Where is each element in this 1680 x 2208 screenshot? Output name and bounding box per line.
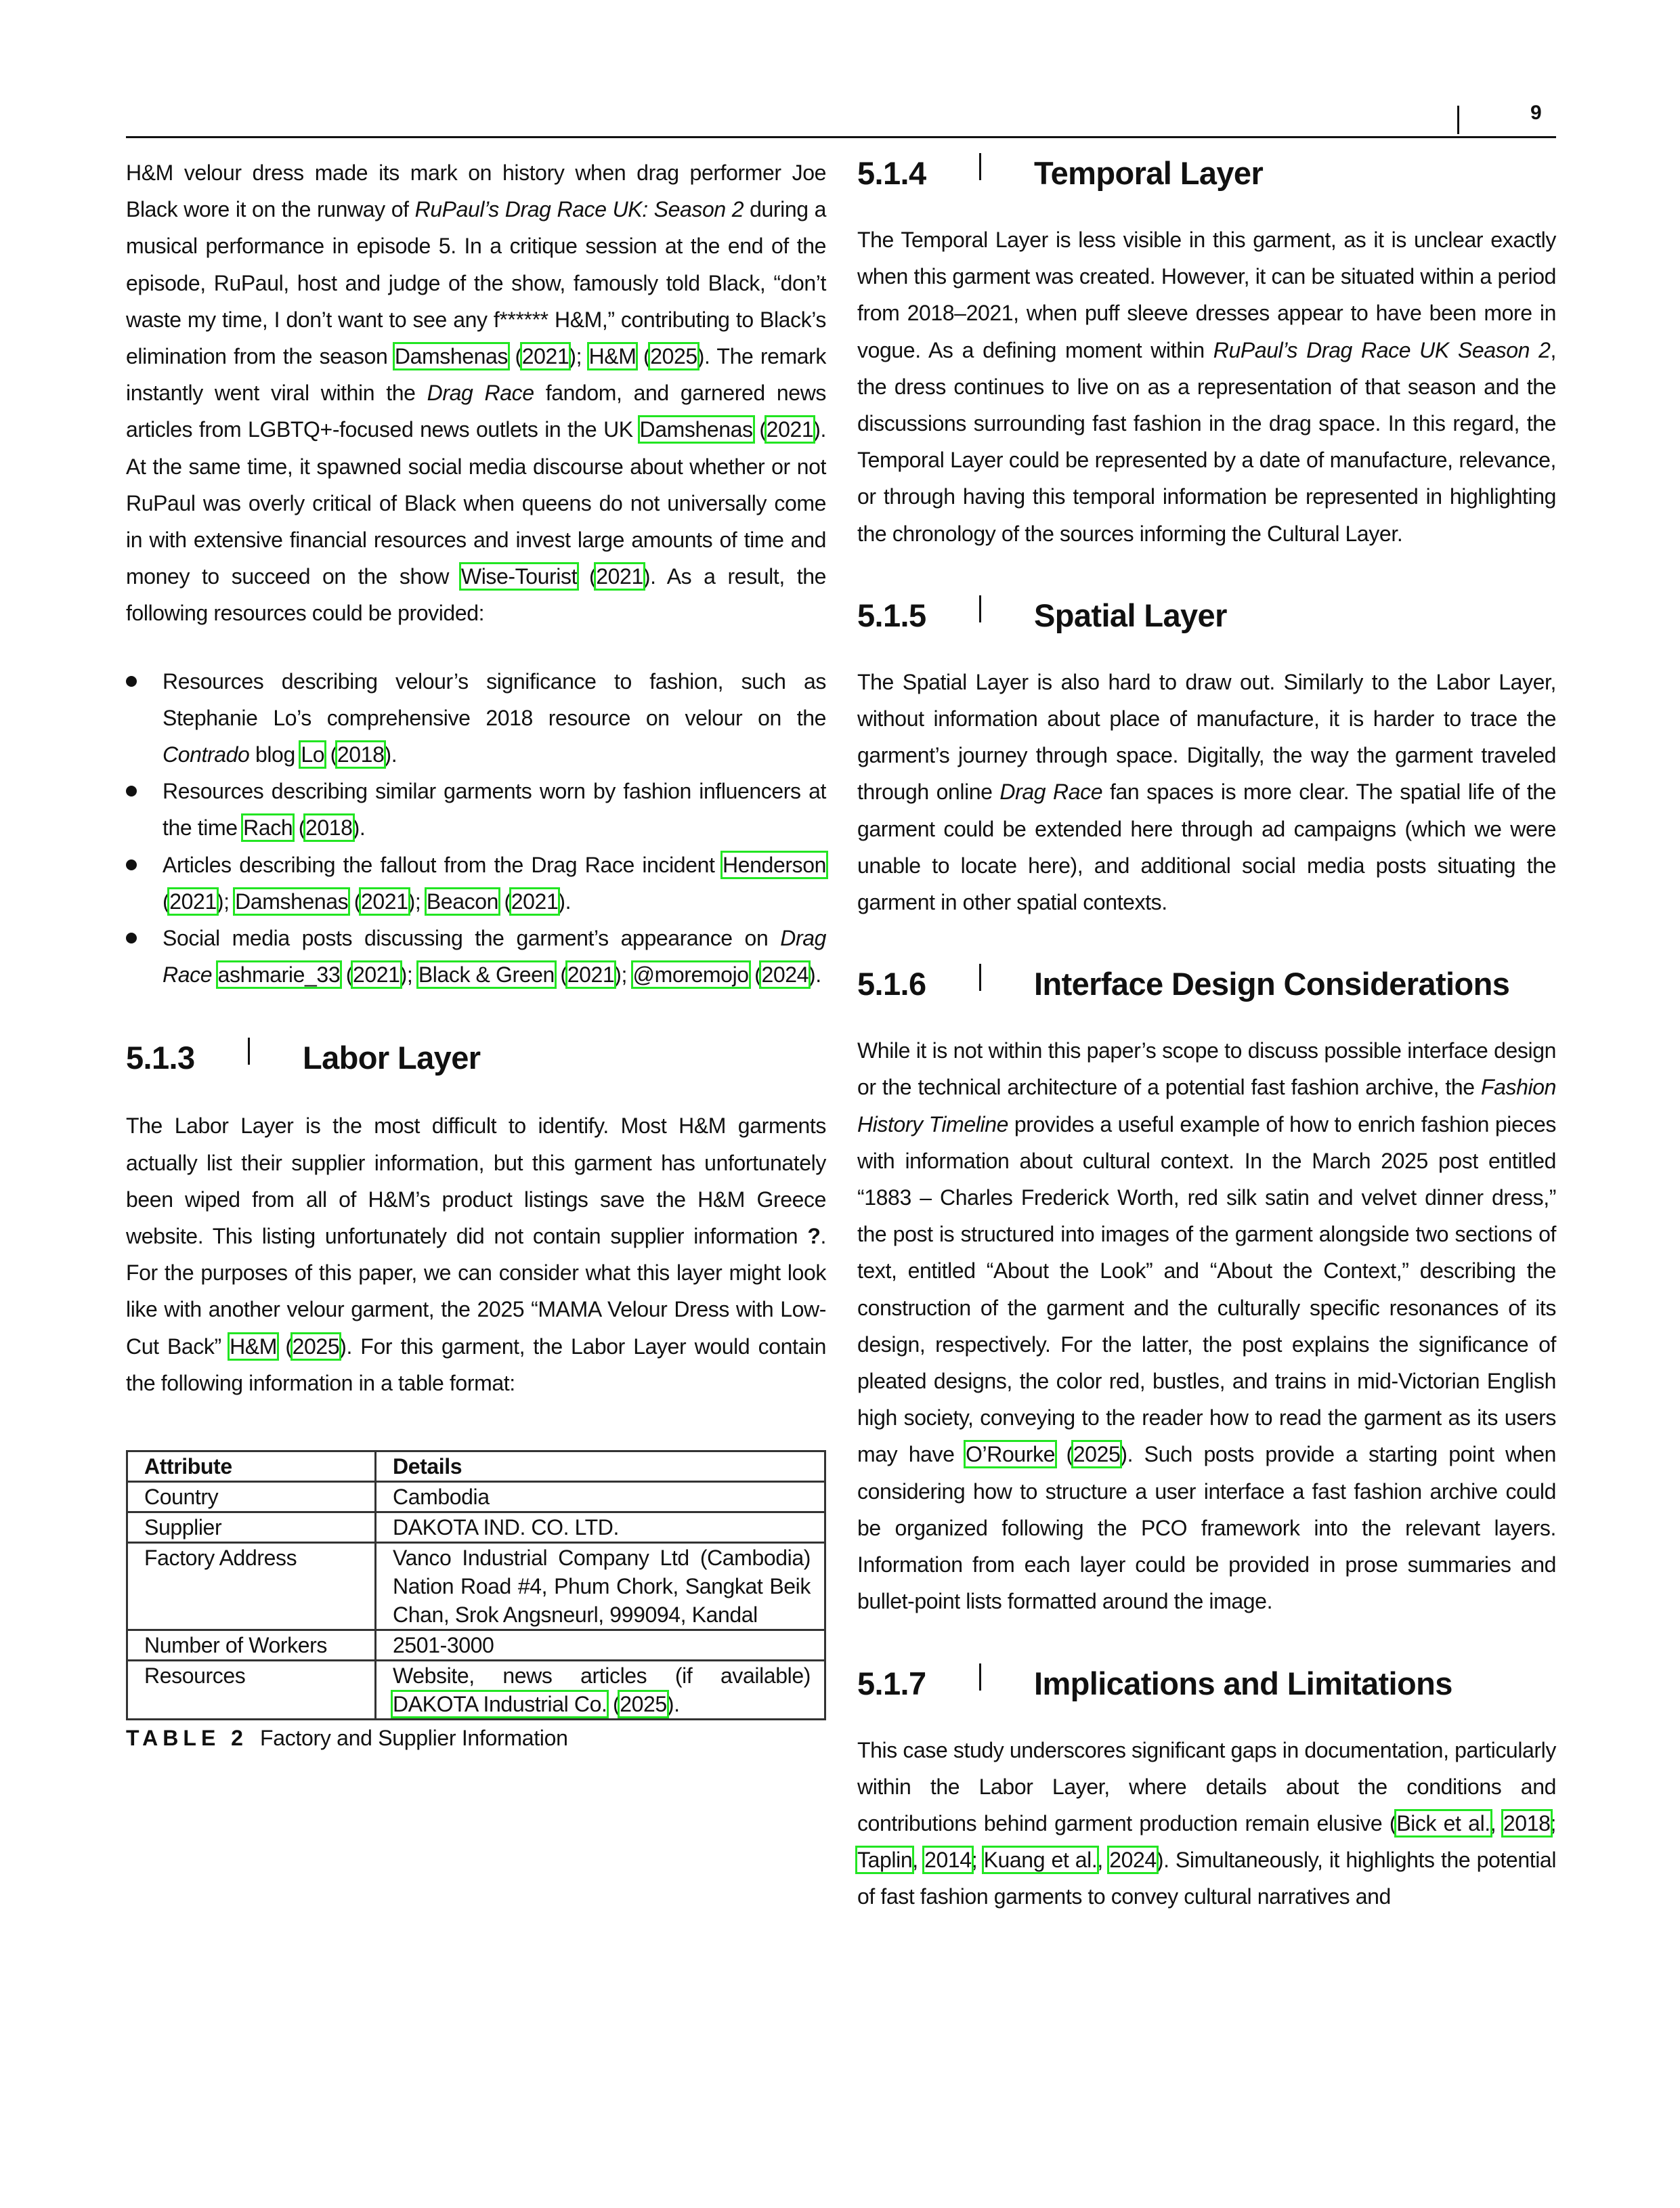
text: ( [607, 1692, 620, 1717]
text: The Spatial Layer is also hard to draw out. Similarly to the Labor Layer, without information about place of manufacture, it is harder to trace the garment’s journey through space. Digitally, the way the garment traveled through online [857, 669, 1556, 805]
text: ( [163, 889, 170, 914]
table-label: TABLE 2 [126, 1726, 248, 1751]
section-heading-temporal-layer [857, 154, 1556, 192]
text: , [1490, 1810, 1503, 1835]
section-number: 5.1.7 [857, 1665, 926, 1701]
attribute-cell: Resources [127, 1661, 376, 1720]
text: ); [400, 962, 418, 988]
text: fandom, and garnered news articles from LGBTQ+-focused news outlets in the UK [126, 381, 827, 442]
attribute-cell: Country [127, 1482, 376, 1512]
text: Resources describing similar garments worn by fashion influencers at the time [163, 779, 826, 841]
header-rule [126, 136, 1556, 138]
citation-year-link[interactable]: 2021 [596, 564, 643, 589]
section-number: 5.1.5 [857, 597, 926, 633]
section-title: Implications and Limitations [1034, 1665, 1452, 1701]
text: ( [577, 564, 597, 589]
spatial-layer-paragraph [857, 664, 1556, 920]
heading-divider [248, 1038, 250, 1065]
text: ( [324, 742, 337, 767]
table-caption-text: Factory and Supplier Information [259, 1726, 568, 1751]
text: ). [352, 815, 366, 841]
text: fan spaces is more clear. The spatial life of the garment could be extended here through ad campaigns (which we were unable to locate here), and additional social media posts situating the garment in other spatial contexts. [857, 780, 1556, 915]
text: ). [809, 962, 821, 988]
citation-year-link[interactable]: 2025 [620, 1692, 667, 1717]
text: ( [293, 815, 305, 841]
text: The Temporal Layer is less visible in this garment, as it is unclear exactly when this garment was created. However, it can be situated within a period from 2018–2021, when puff sleeve dresses appear to have been more in vogue. As a defining moment within [857, 228, 1556, 362]
text: ( [277, 1334, 293, 1359]
text: ( [752, 417, 767, 442]
list-item [126, 773, 826, 846]
section-heading-implications [857, 1665, 1556, 1702]
citation-year-link[interactable]: 2018 [1503, 1810, 1551, 1835]
text [212, 962, 218, 987]
implications-paragraph [857, 1732, 1556, 1915]
citation-year-link[interactable]: 2021 [521, 344, 569, 369]
bullet-icon [126, 786, 137, 797]
citation-link[interactable]: Beacon [426, 889, 498, 914]
text: provides a useful example of how to enrich fashion pieces with information about cultural context. In the March 2025 post entitled “1883 – Charles Frederick Worth, red silk satin and velvet dinner dress,” the post is structured into images of the garment alongside two sections of text, entitled “About the Look” and “About the Context,” describing the construction of the garment and the culturally specific resonances of its design, respectively. For the latter, the post explains the significance of pleated designs, the color red, bustles, and trains in mid-Victorian English high society, conveying to the reader how to read the garment as its users may have [857, 1111, 1556, 1467]
section-heading-labor-layer [126, 1039, 826, 1076]
page-number: 9 [1530, 102, 1542, 124]
citation-link[interactable]: Damshenas [394, 344, 509, 369]
citation-link[interactable]: Black & Green [418, 962, 555, 988]
table-row [127, 1630, 825, 1661]
citation-year-link[interactable]: 2021 [352, 962, 400, 988]
text: ( [498, 889, 511, 914]
text: ); [569, 344, 589, 369]
text: ( [636, 344, 651, 369]
section-number: 5.1.6 [857, 966, 926, 1002]
text: , [912, 1848, 925, 1873]
citation-year-link[interactable]: 2021 [361, 889, 408, 914]
text: ). The remark instantly went viral within the [126, 344, 826, 406]
citation-link[interactable]: Taplin [857, 1848, 913, 1873]
show-title: Drag Race [163, 926, 826, 988]
text: ); [216, 889, 236, 914]
text: While it is not within this paper’s scope to discuss possible interface design or the technical architecture of a potential fast fashion archive, the [857, 1038, 1556, 1100]
labor-layer-paragraph [126, 1107, 826, 1401]
details-cell: Vanco Industrial Company Ltd (Cambodia) Nation Road #4, Phum Chork, Sangkat Beik Chan, Srok Angsneurl, 999094, Kandal [376, 1543, 825, 1630]
citation-link[interactable]: Wise-Tourist [460, 564, 578, 589]
citation-link[interactable]: Lo [301, 742, 325, 767]
list-item [126, 847, 826, 920]
text: ; [971, 1848, 984, 1873]
attribute-cell: Factory Address [127, 1543, 376, 1630]
citation-link[interactable]: H&M [588, 344, 637, 369]
citation-year-link[interactable]: 2021 [766, 417, 814, 442]
citation-year-link[interactable]: 2014 [924, 1848, 972, 1873]
text: ; [1550, 1810, 1556, 1835]
resource-list [126, 663, 826, 994]
show-title: Drag Race [427, 381, 534, 406]
intro-paragraph [126, 154, 826, 632]
show-title: Drag Race [999, 780, 1103, 805]
text: ). As a result, the following resources could be provided: [126, 564, 826, 626]
section-number: 5.1.3 [126, 1040, 195, 1076]
text: This case study underscores significant gaps in documentation, particularly within the Labor Layer, where details about the conditions and contributions behind garment production remain elusive ( [857, 1737, 1556, 1835]
text: ( [340, 962, 353, 988]
table-caption [126, 1726, 826, 1751]
text: ( [348, 889, 362, 914]
text: ); [614, 962, 633, 988]
citation-link[interactable]: DAKOTA Industrial Co. [393, 1692, 607, 1717]
text: Articles describing the fallout from the Drag Race incident [163, 852, 723, 877]
bullet-icon [126, 859, 137, 870]
citation-year-link[interactable]: 2021 [169, 889, 217, 914]
show-title: RuPaul’s Drag Race UK Season 2 [1213, 337, 1551, 362]
section-title: Spatial Layer [1034, 597, 1227, 633]
text: during a musical performance in episode 5. In a critique session at the end of the episode, RuPaul, host and judge of the show, famously told Black, “don’t waste my time, I don’t want to see any f****** H&M,” contributing to Black’s elimination from the season [126, 197, 826, 369]
text: , the dress continues to live on as a representation of that season and the discussions surrounding fast fashion in the drag space. In this regard, the Temporal Layer could be represented by a date of manufacture, relevance, or through having this temporal information be represented in highlighting the chronology of the sources informing the Cultural Layer. [857, 337, 1556, 546]
citation-year-link[interactable]: 2025 [1073, 1442, 1121, 1467]
text: ); [408, 889, 427, 914]
citation-link[interactable]: Kuang et al. [983, 1848, 1098, 1873]
attribute-cell: Supplier [127, 1512, 376, 1543]
citation-link[interactable]: Damshenas [235, 889, 349, 914]
details-cell: 2501-3000 [376, 1630, 825, 1661]
list-item [126, 663, 826, 773]
details-cell: DAKOTA IND. CO. LTD. [376, 1512, 825, 1543]
heading-divider [979, 1663, 981, 1691]
heading-divider [979, 595, 981, 622]
bullet-icon [126, 676, 137, 687]
text: . For the purposes of this paper, we can consider what this layer might look like with another velour garment, the 2025 “MAMA Velour Dress with Low-Cut Back” [126, 1224, 826, 1359]
citation-year-link[interactable]: 2025 [650, 344, 697, 369]
text: ). [384, 742, 397, 767]
citation-year-link[interactable]: 2018 [305, 815, 353, 841]
interface-design-paragraph [857, 1032, 1556, 1619]
table-row [127, 1661, 825, 1720]
citation-link[interactable]: @moremojo [632, 962, 749, 988]
header-divider [1457, 106, 1459, 134]
citation-year-link[interactable]: 2025 [292, 1334, 340, 1359]
text: H&M velour dress made its mark on history when drag performer Joe Black wore it on the runway of [126, 161, 826, 222]
text: Resources describing velour’s significance to fashion, such as Stephanie Lo’s comprehensive 2018 resource on velour on the [163, 668, 826, 730]
citation-link[interactable]: Damshenas [639, 417, 753, 442]
text: Website, news articles (if available) [393, 1663, 811, 1689]
heading-divider [979, 964, 981, 991]
citation-year-link[interactable]: 2021 [567, 962, 615, 988]
left-column [126, 154, 826, 1751]
text: The Labor Layer is the most difficult to identify. Most H&M garments actually list their supplier information, but this garment has unfortunately been wiped from all of H&M’s product listings save the H&M Greece website. This listing unfortunately did not contain supplier information [126, 1113, 826, 1249]
text: blog [249, 742, 301, 767]
text: ( [508, 344, 522, 369]
citation-link[interactable]: H&M [230, 1334, 278, 1359]
text: , [1097, 1848, 1110, 1873]
citation-year-link[interactable]: 2024 [1109, 1848, 1157, 1873]
citation-year-link[interactable]: 2024 [761, 962, 809, 988]
citation-year-link[interactable]: 2021 [511, 889, 559, 914]
citation-link[interactable]: ashmarie_33 [217, 962, 341, 988]
bullet-icon [126, 933, 137, 943]
text: ( [748, 962, 762, 988]
citation-year-link[interactable]: 2018 [337, 742, 385, 767]
text: ). Such posts provide a starting point when considering how to structure a user interface a fast fashion archive could be organized following the PCO framework into the relevant layers. Information from each layer could be provided in prose summaries and bullet-point lists formatted around the image. [857, 1442, 1557, 1614]
attribute-cell: Number of Workers [127, 1630, 376, 1661]
show-title: RuPaul’s Drag Race UK: Season 2 [414, 197, 744, 222]
missing-reference-link[interactable]: ? [807, 1224, 821, 1249]
temporal-layer-paragraph [857, 221, 1556, 552]
column-header-details: Details [376, 1451, 825, 1482]
table-row [127, 1543, 825, 1630]
text: ). For this garment, the Labor Layer would contain the following information in a table format: [126, 1334, 826, 1395]
section-title: Labor Layer [303, 1040, 481, 1076]
section-title: Interface Design Considerations [1034, 966, 1510, 1002]
citation-link[interactable]: Henderson [723, 852, 826, 877]
blog-title: Contrado [163, 742, 250, 767]
website-title: Fashion History Timeline [857, 1075, 1556, 1137]
right-column [857, 154, 1556, 1915]
details-cell: Cambodia [376, 1482, 825, 1512]
section-title: Temporal Layer [1034, 155, 1264, 191]
text: ). At the same time, it spawned social media discourse about whether or not RuPaul was overly critical of Black when queens do not universally come in with extensive financial resources and invest large amounts of time and money to succeed on the show [126, 417, 827, 589]
citation-link[interactable]: Rach [243, 815, 293, 841]
text: ). [666, 1692, 680, 1717]
text: ( [1055, 1442, 1073, 1467]
citation-link[interactable]: Bick et al. [1396, 1810, 1490, 1835]
table-row [127, 1512, 825, 1543]
text: ). Simultaneously, it highlights the potential of fast fashion garments to convey cultural narratives and [857, 1848, 1557, 1909]
table-row [127, 1482, 825, 1512]
text: ( [554, 962, 567, 988]
section-number: 5.1.4 [857, 155, 926, 191]
text: ). [558, 889, 572, 914]
details-cell [376, 1661, 825, 1720]
citation-link[interactable]: O’Rourke [966, 1442, 1056, 1467]
factory-supplier-table [126, 1450, 826, 1720]
list-item [126, 920, 826, 993]
heading-divider [979, 153, 981, 180]
section-heading-spatial-layer [857, 597, 1556, 634]
section-heading-interface-design [857, 965, 1556, 1002]
table-header-row [127, 1451, 825, 1482]
text: Social media posts discussing the garment’s appearance on [163, 926, 781, 951]
column-header-attribute: Attribute [127, 1451, 376, 1482]
